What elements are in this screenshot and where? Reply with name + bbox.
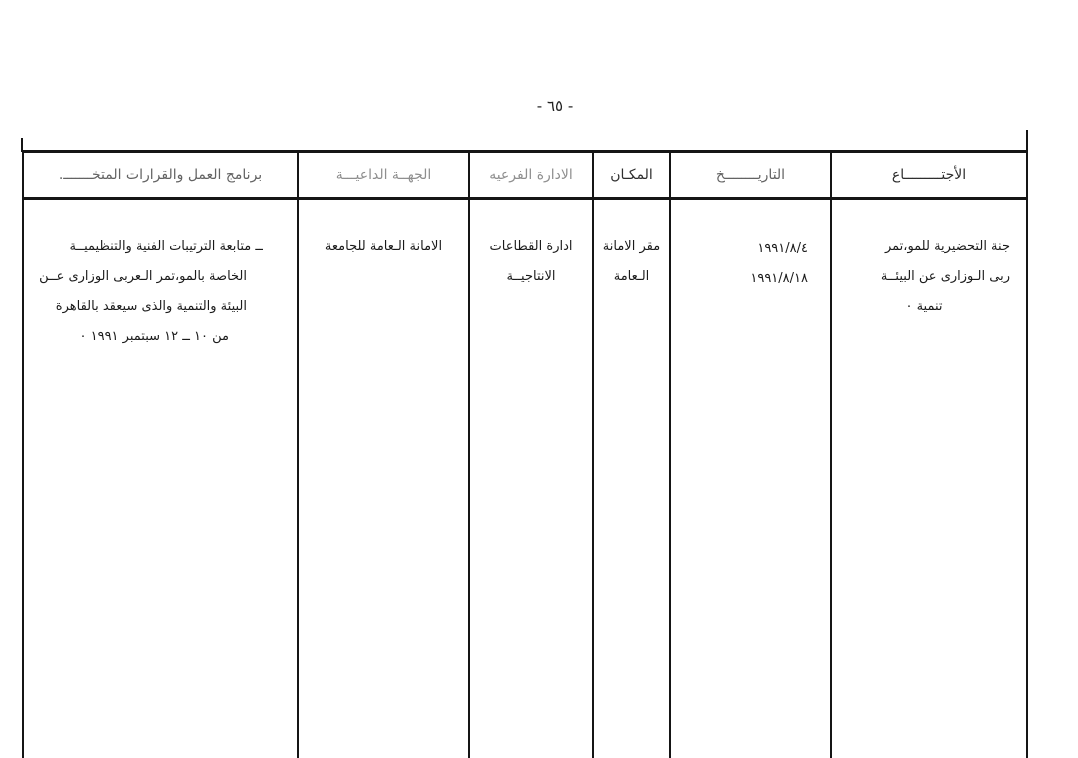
column-meeting [830,153,1026,758]
cell-work-program-line: البيئة والتنمية والذى سيعقد بالقاهرة [55,299,247,314]
cell-date-line: ١٩٩١/٨/١٨ [750,271,808,286]
column-header-place: المكـان [594,153,669,200]
cell-work-program-line: الخاصة بالمو،تمر الـعربى الوزارى عــن [39,269,247,284]
cell-place [594,200,669,758]
cell-work-program-line: من ١٠ ــ ١٢ سبتمبر ١٩٩١ ٠ [79,329,229,344]
cell-meeting-line: ربى الـوزارى عن البيئــة [880,269,1010,284]
column-date [669,153,830,758]
cell-work-program-line: ــ متابعة الترتيبات الفنية والتنظيميــة [69,239,263,254]
cell-inviting-body [299,200,468,758]
column-header-work-program: برنامج العمل والقرارات المتخـــــــ. [24,153,297,200]
cell-sub-administration [470,200,592,758]
meetings-table [22,150,1028,758]
cell-place-line: مقر الامانة [602,239,661,254]
cell-sub-administration-line: الانتاجيــة [506,269,556,284]
cell-meeting-line: تنمية ٠ [905,299,943,314]
cell-work-program [24,200,297,758]
column-work-program [24,153,297,758]
column-sub-administration [468,153,592,758]
column-header-meeting: الأجتـــــــــاع [832,153,1026,200]
column-place [592,153,669,758]
cell-place-line: الـعامة [613,269,650,284]
table-border-overhang-right [1026,130,1028,152]
cell-date [671,200,830,758]
cell-meeting-line: جنة التحضيرية للمو،تمر [884,239,1010,254]
page-number-area [0,96,1078,115]
cell-meeting [832,200,1026,758]
column-header-inviting-body: الجهــة الداعيـــة [299,153,468,200]
cell-inviting-body-line: الامانة الـعامة للجامعة [324,239,443,254]
page-number: - ٦٥ - [536,97,574,115]
column-header-date: التاريــــــــخ [671,153,830,200]
column-header-sub-administration: الادارة الفرعيه [470,153,592,200]
cell-sub-administration-line: ادارة القطاعات [489,239,573,254]
column-inviting-body [297,153,468,758]
cell-date-line: ١٩٩١/٨/٤ [757,241,808,256]
